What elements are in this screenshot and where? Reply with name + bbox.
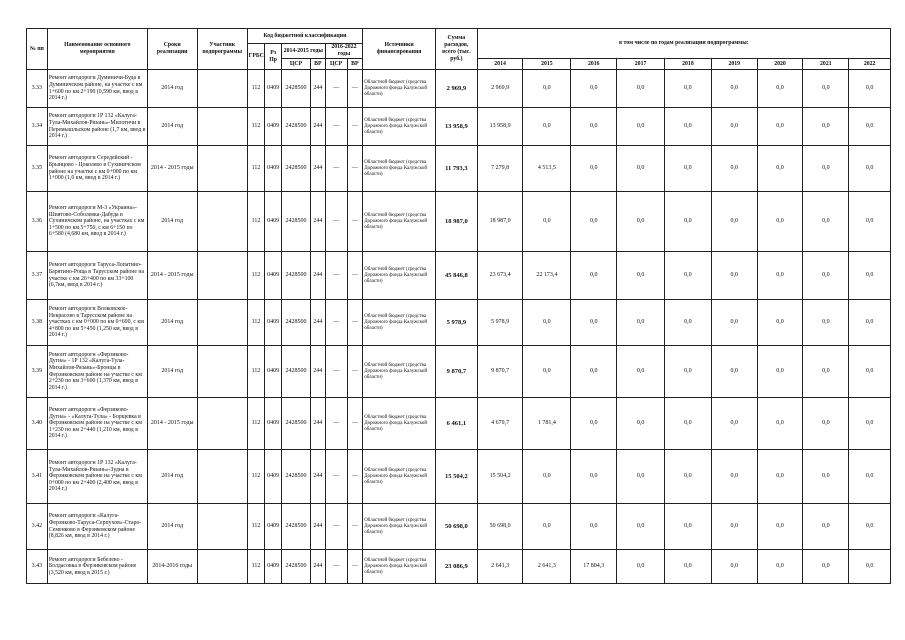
header-budget-code: Код бюджетной классификации xyxy=(247,29,363,44)
row-csr-2: — xyxy=(325,252,347,300)
row-csr: 2428500 xyxy=(281,504,310,550)
row-csr-2: — xyxy=(325,450,347,504)
row-csr-2: — xyxy=(325,398,347,450)
row-year-value: 0,0 xyxy=(849,252,891,300)
header-vr-2: ВР xyxy=(347,59,363,70)
row-grbs: 112 xyxy=(247,450,265,504)
row-year-value: 0,0 xyxy=(571,504,617,550)
row-csr-2: — xyxy=(325,504,347,550)
row-period: 2014 год xyxy=(147,346,197,398)
row-year-value: 0,0 xyxy=(523,300,571,346)
row-period: 2014 год xyxy=(147,300,197,346)
row-total: 50 698,0 xyxy=(436,504,478,550)
row-number: 3.39 xyxy=(27,346,48,398)
row-vr: 244 xyxy=(311,550,326,584)
table-row xyxy=(27,346,891,398)
row-year-value: 2 641,3 xyxy=(523,550,571,584)
row-period: 2014-2016 годы xyxy=(147,550,197,584)
table-body xyxy=(27,70,891,584)
row-number: 3.41 xyxy=(27,450,48,504)
table-row xyxy=(27,192,891,252)
row-year-value: 0,0 xyxy=(711,146,757,192)
row-csr-2: — xyxy=(325,192,347,252)
header-csr: ЦСР xyxy=(281,59,310,70)
row-year-value: 0,0 xyxy=(617,504,665,550)
table-row xyxy=(27,398,891,450)
header-sources: Источники финансирования xyxy=(363,29,436,70)
row-number: 3.37 xyxy=(27,252,48,300)
row-grbs: 112 xyxy=(247,398,265,450)
row-participant xyxy=(197,70,247,108)
row-vr: 244 xyxy=(311,504,326,550)
row-total: 45 846,8 xyxy=(436,252,478,300)
row-year-value: 0,0 xyxy=(617,108,665,146)
row-vr: 244 xyxy=(311,192,326,252)
row-grbs: 112 xyxy=(247,346,265,398)
row-year-value: 0,0 xyxy=(849,450,891,504)
header-year: 2017 xyxy=(617,59,665,70)
row-grbs: 112 xyxy=(247,192,265,252)
row-year-value: 0,0 xyxy=(849,346,891,398)
row-vr: 244 xyxy=(311,70,326,108)
row-year-value: 0,0 xyxy=(803,346,849,398)
row-csr: 2428500 xyxy=(281,252,310,300)
row-year-value: 0,0 xyxy=(523,346,571,398)
row-source: Областной бюджет (средства Дорожного фонда Калужской области) xyxy=(363,146,436,192)
row-year-value: 0,0 xyxy=(665,300,712,346)
row-grbs: 112 xyxy=(247,550,265,584)
row-total: 15 504,2 xyxy=(436,450,478,504)
header-years-2014-2015: 2014-2015 годы xyxy=(281,44,325,59)
row-participant xyxy=(197,108,247,146)
row-year-value: 2 641,3 xyxy=(477,550,523,584)
row-year-value: 0,0 xyxy=(617,192,665,252)
header-rz: Рз Пр xyxy=(265,44,282,70)
row-year-value: 0,0 xyxy=(803,450,849,504)
table-row xyxy=(27,146,891,192)
table-row xyxy=(27,70,891,108)
row-csr: 2428500 xyxy=(281,346,310,398)
row-number: 3.42 xyxy=(27,504,48,550)
row-period: 2014 - 2015 годы xyxy=(147,146,197,192)
row-year-value: 0,0 xyxy=(711,450,757,504)
row-rz: 0409 xyxy=(265,300,282,346)
row-year-value: 0,0 xyxy=(849,550,891,584)
row-source: Областной бюджет (средства Дорожного фонда Калужской области) xyxy=(363,252,436,300)
row-year-value: 0,0 xyxy=(665,504,712,550)
row-source: Областной бюджет (средства Дорожного фонда Калужской области) xyxy=(363,300,436,346)
row-year-value: 1 781,4 xyxy=(523,398,571,450)
table-row xyxy=(27,504,891,550)
row-year-value: 0,0 xyxy=(571,300,617,346)
header-grbs: ГРБС xyxy=(247,44,265,70)
row-rz: 0409 xyxy=(265,504,282,550)
row-csr: 2428500 xyxy=(281,450,310,504)
header-period: Сроки реализации xyxy=(147,29,197,70)
row-year-value: 0,0 xyxy=(617,346,665,398)
row-year-value: 0,0 xyxy=(757,346,803,398)
row-period: 2014 год xyxy=(147,70,197,108)
row-year-value: 0,0 xyxy=(803,146,849,192)
header-num: № пп xyxy=(27,29,48,70)
row-total: 23 086,9 xyxy=(436,550,478,584)
row-source: Областной бюджет (средства Дорожного фонда Калужской области) xyxy=(363,504,436,550)
row-year-value: 0,0 xyxy=(571,398,617,450)
row-year-value: 5 978,9 xyxy=(477,300,523,346)
row-number: 3.33 xyxy=(27,70,48,108)
row-csr: 2428500 xyxy=(281,398,310,450)
row-year-value: 0,0 xyxy=(617,252,665,300)
row-total: 2 969,9 xyxy=(436,70,478,108)
row-vr: 244 xyxy=(311,450,326,504)
header-year: 2021 xyxy=(803,59,849,70)
row-grbs: 112 xyxy=(247,70,265,108)
row-total: 11 793,3 xyxy=(436,146,478,192)
row-vr: 244 xyxy=(311,146,326,192)
row-csr-2: — xyxy=(325,346,347,398)
row-name: Ремонт автодороги Таруса-Лопатино-Барятино-Роща в Тарусском районе на участке с км 26+400 по км 33+100 (6,7км, ввод в 2014 г.) xyxy=(47,252,147,300)
row-year-value: 0,0 xyxy=(757,300,803,346)
row-csr-2: — xyxy=(325,108,347,146)
row-number: 3.40 xyxy=(27,398,48,450)
row-csr: 2428500 xyxy=(281,70,310,108)
row-year-value: 0,0 xyxy=(849,70,891,108)
row-grbs: 112 xyxy=(247,108,265,146)
row-year-value: 0,0 xyxy=(711,108,757,146)
row-year-value: 0,0 xyxy=(757,192,803,252)
row-year-value: 2 969,9 xyxy=(477,70,523,108)
row-year-value: 0,0 xyxy=(665,346,712,398)
row-vr-2: — xyxy=(347,398,363,450)
header-csr-2: ЦСР xyxy=(325,59,347,70)
row-source: Областной бюджет (средства Дорожного фонда Калужской области) xyxy=(363,70,436,108)
row-period: 2014 год xyxy=(147,192,197,252)
header-sum: Сумма расходов, всего (тыс. руб.) xyxy=(436,29,478,70)
row-source: Областной бюджет (средства Дорожного фонда Калужской области) xyxy=(363,346,436,398)
row-name: Ремонт автодороги Бебелево - Болдасовка в Ферзиковском районе (3,520 км, ввод в 2015 г.) xyxy=(47,550,147,584)
row-year-value: 0,0 xyxy=(803,300,849,346)
row-total: 18 987,0 xyxy=(436,192,478,252)
header-by-years: в том числе по годам реализации подпрограммы: xyxy=(477,29,890,59)
row-vr-2: — xyxy=(347,70,363,108)
row-year-value: 0,0 xyxy=(617,550,665,584)
row-rz: 0409 xyxy=(265,550,282,584)
row-name: Ремонт автодороги Середейский - Брынцово - Цоколево в Сухиничском районе на участке с км 0+000 по км 1+000 (1,0 км, ввод в 2014 г.) xyxy=(47,146,147,192)
budget-table xyxy=(26,28,891,584)
row-year-value: 13 958,9 xyxy=(477,108,523,146)
row-year-value: 0,0 xyxy=(849,398,891,450)
row-name: Ремонт автодороги 1Р 132 «Калуга-Тула-Михайлов-Рязань»-Зудна в Ферзиковском районе на участке с км 0+000 по км 2+400 (2,400 км, ввод в 2014 г.) xyxy=(47,450,147,504)
row-name: Ремонт автодороги М-3 «Украина»-Шиятово-Соболевка-Дабуда в Сухиничском районе, на участках с км 1+500 по км 5+750, с км 6+150 по 6+580 (4,680 км, ввод в 2014 г.) xyxy=(47,192,147,252)
row-year-value: 0,0 xyxy=(757,398,803,450)
row-name: Ремонт автодороги «Ферзиково-Дугна» - 1Р 132 «Калуга-Тула-Михайлов-Рязань»-Бронцы в Ферзиковском районе на участке с км 2+230 по км 3+600 (1,370 км, ввод в 2014 г.) xyxy=(47,346,147,398)
row-year-value: 15 504,2 xyxy=(477,450,523,504)
row-period: 2014 год xyxy=(147,450,197,504)
header-vr: ВР xyxy=(311,59,326,70)
row-year-value: 0,0 xyxy=(523,108,571,146)
row-year-value: 0,0 xyxy=(665,398,712,450)
row-number: 3.36 xyxy=(27,192,48,252)
row-rz: 0409 xyxy=(265,70,282,108)
row-year-value: 0,0 xyxy=(665,192,712,252)
row-rz: 0409 xyxy=(265,398,282,450)
row-year-value: 0,0 xyxy=(571,346,617,398)
header-year: 2018 xyxy=(665,59,712,70)
row-year-value: 0,0 xyxy=(711,70,757,108)
row-year-value: 0,0 xyxy=(711,346,757,398)
row-year-value: 22 173,4 xyxy=(523,252,571,300)
row-participant xyxy=(197,146,247,192)
row-number: 3.38 xyxy=(27,300,48,346)
row-year-value: 0,0 xyxy=(617,398,665,450)
row-year-value: 0,0 xyxy=(757,450,803,504)
row-year-value: 0,0 xyxy=(665,70,712,108)
row-source: Областной бюджет (средства Дорожного фонда Калужской области) xyxy=(363,550,436,584)
row-year-value: 0,0 xyxy=(757,70,803,108)
row-name: Ремонт автодороги Думиничи-Буда в Думиничском районе, на участке с км 1+600 по км 2+190 (0,590 км, ввод в 2014 г.) xyxy=(47,70,147,108)
row-vr-2: — xyxy=(347,146,363,192)
header-year: 2019 xyxy=(711,59,757,70)
row-year-value: 0,0 xyxy=(617,146,665,192)
row-rz: 0409 xyxy=(265,346,282,398)
row-year-value: 0,0 xyxy=(849,300,891,346)
row-year-value: 0,0 xyxy=(571,146,617,192)
row-number: 3.35 xyxy=(27,146,48,192)
header-year: 2014 xyxy=(477,59,523,70)
row-participant xyxy=(197,504,247,550)
row-csr: 2428500 xyxy=(281,300,310,346)
row-csr-2: — xyxy=(325,146,347,192)
row-year-value: 50 698,0 xyxy=(477,504,523,550)
row-total: 9 870,7 xyxy=(436,346,478,398)
row-source: Областной бюджет (средства Дорожного фонда Калужской области) xyxy=(363,398,436,450)
row-csr: 2428500 xyxy=(281,550,310,584)
row-vr-2: — xyxy=(347,504,363,550)
row-vr-2: — xyxy=(347,252,363,300)
row-vr: 244 xyxy=(311,398,326,450)
row-csr: 2428500 xyxy=(281,146,310,192)
row-year-value: 17 804,3 xyxy=(571,550,617,584)
row-period: 2014 - 2015 годы xyxy=(147,252,197,300)
row-total: 5 978,9 xyxy=(436,300,478,346)
row-rz: 0409 xyxy=(265,252,282,300)
row-year-value: 0,0 xyxy=(523,504,571,550)
row-vr: 244 xyxy=(311,346,326,398)
row-vr-2: — xyxy=(347,300,363,346)
table-row xyxy=(27,550,891,584)
row-grbs: 112 xyxy=(247,146,265,192)
row-rz: 0409 xyxy=(265,146,282,192)
row-rz: 0409 xyxy=(265,192,282,252)
row-year-value: 0,0 xyxy=(711,398,757,450)
row-year-value: 0,0 xyxy=(711,252,757,300)
row-source: Областной бюджет (средства Дорожного фонда Калужской области) xyxy=(363,450,436,504)
row-year-value: 0,0 xyxy=(803,550,849,584)
row-year-value: 0,0 xyxy=(757,252,803,300)
row-year-value: 0,0 xyxy=(803,70,849,108)
table-row xyxy=(27,450,891,504)
row-csr-2: — xyxy=(325,550,347,584)
row-rz: 0409 xyxy=(265,450,282,504)
row-year-value: 0,0 xyxy=(665,146,712,192)
document-page xyxy=(26,28,891,584)
row-period: 2014 год xyxy=(147,108,197,146)
row-rz: 0409 xyxy=(265,108,282,146)
row-csr: 2428500 xyxy=(281,108,310,146)
row-period: 2014 - 2015 годы xyxy=(147,398,197,450)
table-row xyxy=(27,300,891,346)
header-years-2016-2022: 2016-2022 годы xyxy=(325,44,363,59)
row-year-value: 0,0 xyxy=(617,450,665,504)
row-vr-2: — xyxy=(347,346,363,398)
row-participant xyxy=(197,450,247,504)
row-year-value: 0,0 xyxy=(571,450,617,504)
row-year-value: 0,0 xyxy=(523,192,571,252)
row-year-value: 4 513,5 xyxy=(523,146,571,192)
row-participant xyxy=(197,192,247,252)
row-year-value: 0,0 xyxy=(571,192,617,252)
row-year-value: 0,0 xyxy=(665,252,712,300)
row-year-value: 7 279,8 xyxy=(477,146,523,192)
row-vr: 244 xyxy=(311,300,326,346)
header-year: 2020 xyxy=(757,59,803,70)
row-total: 13 958,9 xyxy=(436,108,478,146)
row-name: Ремонт автодороги 1Р 132 «Калуга-Тула-Михайлов-Рязань»-Милотичи в Перемышльском районе (1,7 км, ввод в 2014 г.) xyxy=(47,108,147,146)
row-year-value: 23 673,4 xyxy=(477,252,523,300)
row-year-value: 0,0 xyxy=(523,450,571,504)
row-name: Ремонт автодороги «Ферзиково-Дугна» - «Калуга-Тула» - Борщевка в Ферзиковском районе на участке с км 1+230 по км 2+440 (1,210 км, ввод в 2014 г.) xyxy=(47,398,147,450)
row-csr-2: — xyxy=(325,300,347,346)
table-row xyxy=(27,108,891,146)
header-year: 2015 xyxy=(523,59,571,70)
row-vr-2: — xyxy=(347,108,363,146)
row-total: 6 461,1 xyxy=(436,398,478,450)
row-grbs: 112 xyxy=(247,300,265,346)
row-year-value: 0,0 xyxy=(523,70,571,108)
row-year-value: 0,0 xyxy=(617,70,665,108)
row-source: Областной бюджет (средства Дорожного фонда Калужской области) xyxy=(363,192,436,252)
row-year-value: 0,0 xyxy=(803,108,849,146)
row-year-value: 0,0 xyxy=(849,504,891,550)
row-year-value: 0,0 xyxy=(711,504,757,550)
row-year-value: 0,0 xyxy=(571,108,617,146)
row-csr-2: — xyxy=(325,70,347,108)
row-vr: 244 xyxy=(311,252,326,300)
row-period: 2014 год xyxy=(147,504,197,550)
row-name: Ремонт автодороги «Калуга-Ферзиково-Таруса-Серпухов»-Старо-Семенково в Ферзиковском районе (8,826 км, ввод в 2014 г.) xyxy=(47,504,147,550)
row-participant xyxy=(197,346,247,398)
row-participant xyxy=(197,300,247,346)
row-number: 3.34 xyxy=(27,108,48,146)
row-csr: 2428500 xyxy=(281,192,310,252)
row-grbs: 112 xyxy=(247,504,265,550)
row-year-value: 0,0 xyxy=(665,108,712,146)
row-year-value: 0,0 xyxy=(757,550,803,584)
row-source: Областной бюджет (средства Дорожного фонда Калужской области) xyxy=(363,108,436,146)
row-year-value: 0,0 xyxy=(711,550,757,584)
row-year-value: 0,0 xyxy=(665,550,712,584)
row-number: 3.43 xyxy=(27,550,48,584)
row-vr: 244 xyxy=(311,108,326,146)
row-year-value: 0,0 xyxy=(803,192,849,252)
row-year-value: 0,0 xyxy=(849,146,891,192)
row-vr-2: — xyxy=(347,192,363,252)
row-year-value: 9 870,7 xyxy=(477,346,523,398)
row-year-value: 0,0 xyxy=(617,300,665,346)
row-year-value: 0,0 xyxy=(711,192,757,252)
row-year-value: 0,0 xyxy=(711,300,757,346)
row-year-value: 18 987,0 xyxy=(477,192,523,252)
row-year-value: 0,0 xyxy=(849,108,891,146)
header-participant: Участник подпрограммы xyxy=(197,29,247,70)
row-vr-2: — xyxy=(347,450,363,504)
row-year-value: 0,0 xyxy=(803,252,849,300)
row-name: Ремонт автодороги Волковское-Некрасово в Тарусском районе на участках с км 0+000 по км 0+600, с км 4+800 по км 5+450 (1,250 км, ввод в 2014 г.) xyxy=(47,300,147,346)
table-row xyxy=(27,252,891,300)
row-vr-2: — xyxy=(347,550,363,584)
row-year-value: 0,0 xyxy=(571,252,617,300)
row-participant xyxy=(197,252,247,300)
row-year-value: 4 679,7 xyxy=(477,398,523,450)
row-year-value: 0,0 xyxy=(803,398,849,450)
row-year-value: 0,0 xyxy=(803,504,849,550)
row-year-value: 0,0 xyxy=(571,70,617,108)
row-year-value: 0,0 xyxy=(757,146,803,192)
header-year: 2016 xyxy=(571,59,617,70)
row-participant xyxy=(197,398,247,450)
row-year-value: 0,0 xyxy=(665,450,712,504)
row-participant xyxy=(197,550,247,584)
header-year: 2022 xyxy=(849,59,891,70)
row-year-value: 0,0 xyxy=(757,504,803,550)
row-year-value: 0,0 xyxy=(849,192,891,252)
header-name: Наименование основного мероприятия xyxy=(47,29,147,70)
row-year-value: 0,0 xyxy=(757,108,803,146)
row-grbs: 112 xyxy=(247,252,265,300)
